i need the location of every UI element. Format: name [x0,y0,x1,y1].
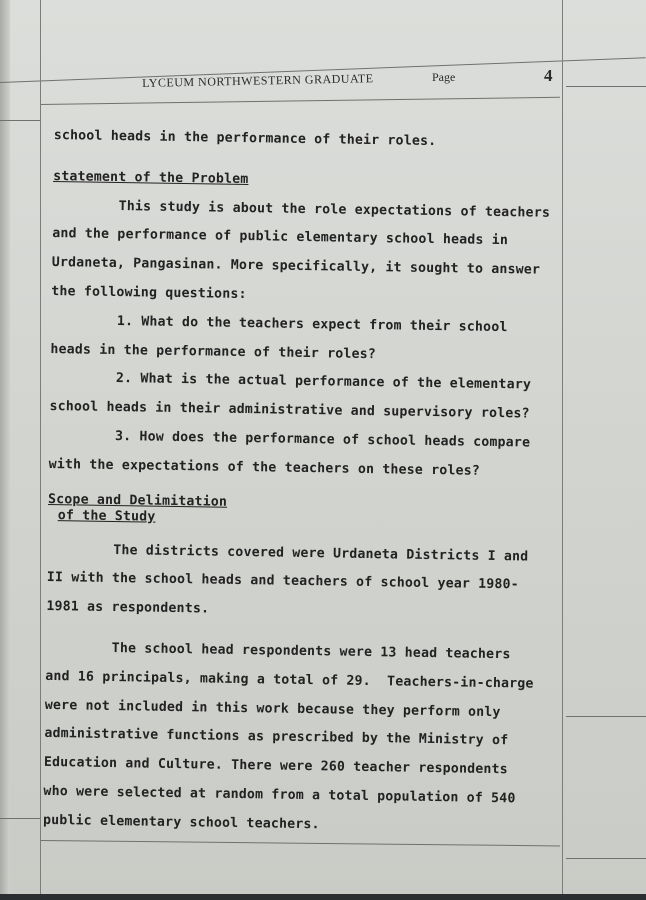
text-line: the following questions: [51,283,247,303]
question-2: 2. What is the actual performance of the elementary [115,371,532,393]
left-margin-line [40,0,41,900]
text-line: This study is about the role expectations of teachers [118,198,551,221]
right-margin-rule-2 [566,716,646,717]
text-line: school heads in the performance of their roles. [53,127,437,150]
left-margin-rule-2 [0,818,40,819]
text-line: II with the school heads and teachers of school year 1980- [46,570,519,593]
section-heading-scope: Scope and Delimitation [47,491,228,510]
text-line: Education and Culture. There were 260 teacher respondents [43,755,508,778]
text-line: The school head respondents were 13 head teachers [111,640,511,663]
text-line: were not included in this work because they perform only [44,697,501,720]
text-line: with the expectations of the teachers on these roles? [48,456,481,479]
header-page-label: Page [432,70,456,84]
text-line: Urdaneta, Pangasinan. More specifically, it sought to answer [51,255,541,278]
right-margin-rule-3 [566,858,646,859]
section-heading-scope-2: of the Study [57,507,156,525]
text-line: and 16 principals, making a total of 29. Teachers-in-charge [45,668,534,692]
left-margin-rule-1 [0,120,40,121]
typed-body [43,122,574,844]
text-line: The districts covered were Urdaneta Districts I and [113,542,529,565]
text-line: public elementary school teachers. [42,812,320,832]
text-line: heads in the performance of their roles? [50,341,377,362]
text-line: who were selected at random from a total population of 540 [43,783,516,807]
text-line: and the performance of public elementary school heads in [52,226,509,249]
scan-footer [0,894,646,900]
question-3: 3. How does the performance of school heads compare [114,428,531,451]
text-line: administrative functions as prescribed by the Ministry of [44,726,509,749]
text-line: 1981 as respondents. [46,599,210,617]
header-rule [40,97,560,105]
section-heading-problem: statement of the Problem [53,168,249,187]
right-margin-rule-1 [566,86,646,87]
text-line: school heads in their administrative and supervisory roles? [49,399,530,422]
header-page-number: 4 [544,66,553,85]
page-edge [0,0,10,900]
header-title: LYCEUM NORTHWESTERN GRADUATE [142,71,374,90]
question-1: 1. What do the teachers expect from their school [116,313,508,335]
